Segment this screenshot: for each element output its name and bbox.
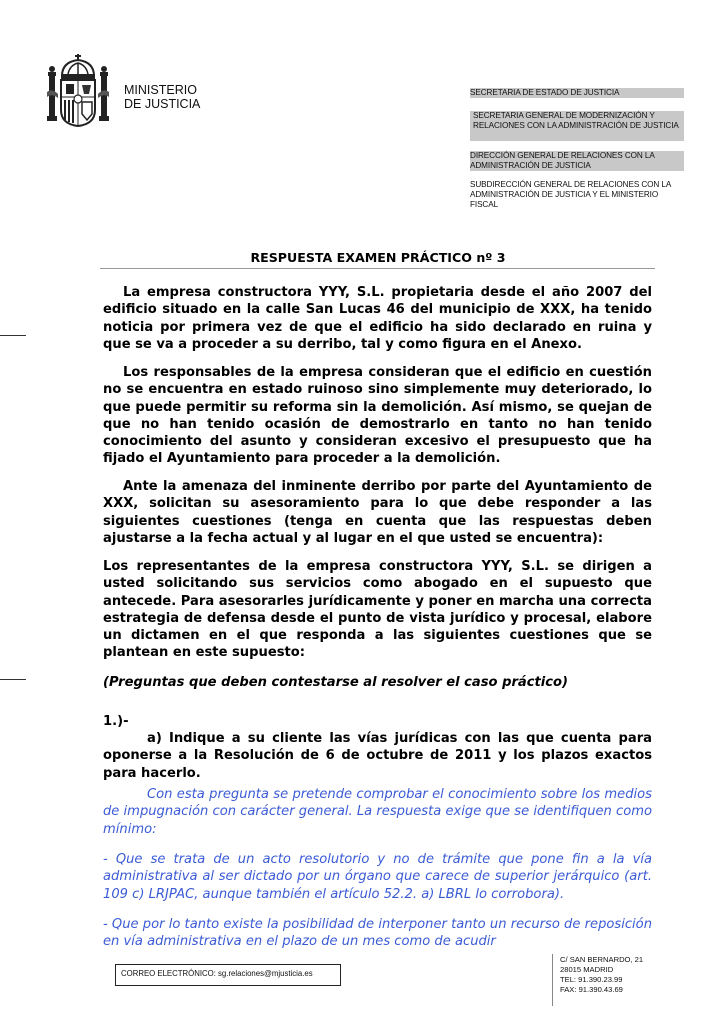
- fold-mark: [0, 679, 26, 680]
- footer-divider: [552, 954, 553, 1006]
- org-unit-secretaria-estado: SECRETARIA DE ESTADO DE JUSTICIA: [470, 88, 684, 98]
- questions-heading: (Preguntas que deben contestarse al resolver el caso práctico): [103, 675, 569, 690]
- org-unit-subdireccion-general: SUBDIRECCIÓN GENERAL DE RELACIONES CON LA ADMINISTRACIÓN DE JUSTICIA Y EL MINISTERIO FISCAL: [470, 180, 671, 209]
- question-1a: a) Indique a su cliente las vías jurídicas con las que cuenta para oponerse a la Resolución de 6 de octubre de 2011 y los plazos exactos para hacerlo.: [103, 731, 652, 781]
- answer-intro: Con esta pregunta se pretende comprobar el conocimiento sobre los medios de impugnación con carácter general. La respuesta exige que se identifiquen como mínimo:: [103, 787, 652, 837]
- paragraph-case-intro: La empresa constructora YYY, S.L. propietaria desde el año 2007 del edificio situado en la calle San Lucas 46 del municipio de XXX, ha tenido noticia por primera vez de que el edificio ha sido declarado en ruina y que se va a proceder a su derribo, tal y como figura en el Anexo.: [103, 285, 652, 352]
- document-title: RESPUESTA EXAMEN PRÁCTICO nº 3: [250, 250, 506, 265]
- address-city: 28015 MADRID: [560, 965, 614, 974]
- footer-address: [560, 955, 643, 995]
- address-fax: FAX: 91.390.43.69: [560, 985, 623, 994]
- answer-point-2: - Que por lo tanto existe la posibilidad de interponer tanto un recurso de reposición en vía administrativa en el plazo de un mes como de acudir: [103, 917, 652, 950]
- paragraph-instructions: Los representantes de la empresa constructora YYY, S.L. se dirigen a usted solicitando sus servicios como abogado en el supuesto que antecede. Para asesorarles jurídicamente y poner en marcha una correcta estrategia de defensa desde el punto de vista jurídico y procesal, elabore un dictamen en el que responda a las siguientes cuestiones que se plantean en este supuesto:: [103, 559, 652, 661]
- paragraph-company-position: Los responsables de la empresa consideran que el edificio en cuestión no se encuentra en estado ruinoso sino simplemente muy deteriorado, lo que puede permitir su reforma sin la demolición. Así mismo, se quejan de que no han tenido ocasión de demostrarlo en tanto no han tenido conocimiento del asunto y consideran excesivo el presupuesto que ha fijado el Ayuntamiento para proceder a la demolición.: [103, 365, 652, 467]
- address-street: C/ SAN BERNARDO, 21: [560, 955, 644, 964]
- coat-of-arms-icon: [46, 52, 110, 128]
- footer-email: CORREO ELECTRÓNICO: sg.relaciones@mjusticia.es: [115, 964, 341, 986]
- fold-mark: [0, 335, 26, 336]
- paragraph-advice-request: Ante la amenaza del inminente derribo por parte del Ayuntamiento de XXX, solicitan su asesoramiento para lo que debe responder a las siguientes cuestiones (tenga en cuenta que las respuestas deben ajustarse a la fecha actual y al lugar en el que usted se encuentra):: [103, 479, 652, 546]
- address-phone: TEL: 91.390.23.99: [560, 975, 623, 984]
- question-number: 1.)-: [103, 714, 129, 729]
- ministry-line-1: MINISTERIO: [124, 83, 197, 97]
- ministry-name: [124, 83, 200, 111]
- org-unit-secretaria-general: SECRETARIA GENERAL DE MODERNIZACIÓN Y RELACIONES CON LA ADMINISTRACIÓN DE JUSTICIA: [470, 111, 684, 141]
- title-divider: [100, 268, 655, 269]
- ministry-line-2: DE JUSTICIA: [124, 97, 201, 111]
- org-unit-direccion-general: DIRECCIÓN GENERAL DE RELACIONES CON LA ADMINISTRACIÓN DE JUSTICIA: [470, 151, 684, 171]
- answer-point-1: - Que se trata de un acto resolutorio y no de trámite que pone fin a la vía administrativa al ser dictado por un órgano que carece de superior jerárquico (art. 109 c) LRJPAC, aunque también el artículo 52.2. a) LBRL lo corrobora).: [103, 852, 652, 902]
